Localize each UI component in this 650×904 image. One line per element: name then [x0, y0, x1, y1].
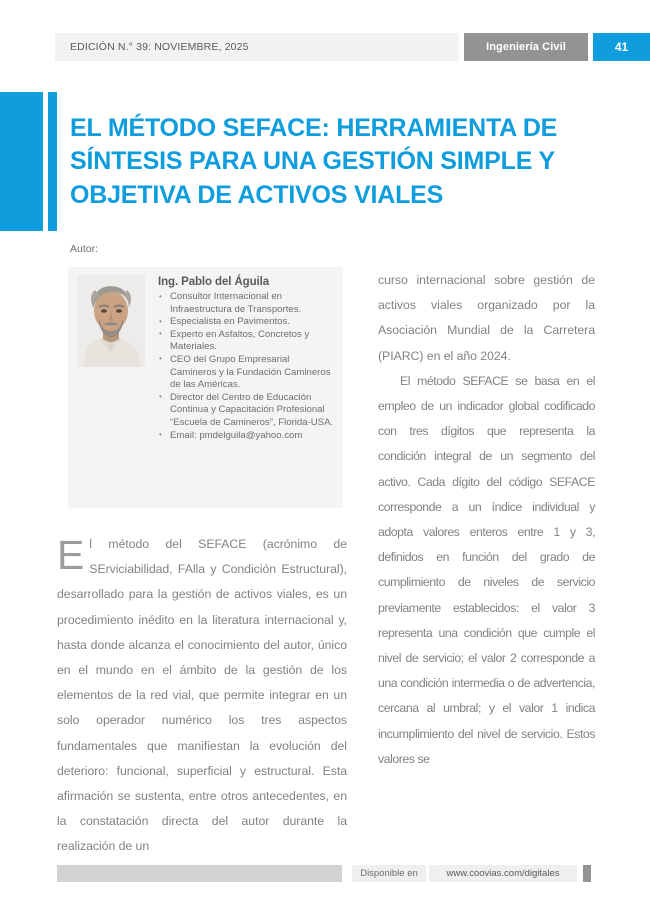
footer-end-marker	[583, 865, 591, 882]
list-item: • Especialista en Pavimentos.	[158, 316, 336, 329]
body-column-right	[378, 268, 595, 772]
paragraph	[57, 532, 347, 860]
section-badge: Ingeniería Civil	[464, 33, 588, 61]
author-credentials-list	[158, 291, 336, 442]
author-name: Ing. Pablo del Águila	[158, 276, 269, 288]
page-header	[0, 33, 650, 61]
edition-label: EDICIÓN N.° 39: NOVIEMBRE, 2025	[55, 33, 459, 61]
body-column-left	[57, 532, 347, 860]
list-item: • Director del Centro de Educación Continua y Capacitación Profesional “Escuela de Camineros”, Florida-USA.	[158, 392, 336, 430]
page-number-badge: 41	[593, 33, 650, 61]
paragraph-text: l método del SEFACE (acrónimo de SErviciabilidad, FAlla y Condición Estructural), desarrollado para la gestión de activos viales, es un procedimiento inédito en la literatura internacional y, hasta donde alcanza el conocimiento del autor, único en el mundo en el ámbito de la gestión de los elementos de la red vial, que permite integrar en un solo operador numérico los tres aspectos fundamentales que manifiestan la evolución del deterioro: funcional, superficial y estructural. Esta afirmación se sustenta, entre otros antecedentes, en la constatación directa del autor durante la realización de un	[57, 537, 347, 854]
list-item: • Experto en Asfaltos, Concretos y Materiales.	[158, 329, 336, 354]
footer-url[interactable]: www.coovias.com/digitales	[429, 865, 577, 882]
list-item: • CEO del Grupo Empresarial Camineros y la Fundación Camineros de las Américas.	[158, 354, 336, 392]
list-item: • Email: pmdelguila@yahoo.com	[158, 430, 336, 443]
footer-rule	[57, 865, 342, 882]
list-item: • Consultor Internacional en Infraestructura de Transportes.	[158, 291, 336, 316]
author-portrait-photo	[77, 275, 145, 367]
author-label: Autor:	[70, 243, 99, 255]
paragraph: curso internacional sobre gestión de activos viales organizado por la Asociación Mundial de la Carretera (PIARC) en el año 2024.	[378, 273, 595, 363]
paragraph: El método SEFACE se basa en el empleo de un indicador global codificado con tres dígitos que representa la condición integral de un segmento del activo. Cada dígito del código SEFACE corresponde a un índice individual y adopta valores enteros entre 1 y 3, definidos en función del grado de cumplimiento de niveles de servicio previamente establecidos: el valor 3 representa una condición que cumple el nivel de servicio; el valor 2 corresponde a una condición intermedia o de advertencia, cercana al umbral; y el valor 1 indica incumplimiento del nivel de servicio. Estos valores se	[378, 373, 595, 766]
drop-cap: E	[57, 532, 85, 578]
title-accent-block-thin	[48, 92, 57, 231]
footer-available-label: Disponible en	[352, 865, 426, 882]
author-bio-content	[158, 276, 336, 442]
page-title: EL MÉTODO SEFACE: HERRAMIENTA DE SÍNTESIS PARA UNA GESTIÓN SIMPLE Y OBJETIVA DE ACTIVOS VIALES	[70, 113, 558, 209]
title-accent-block-wide	[0, 92, 43, 231]
